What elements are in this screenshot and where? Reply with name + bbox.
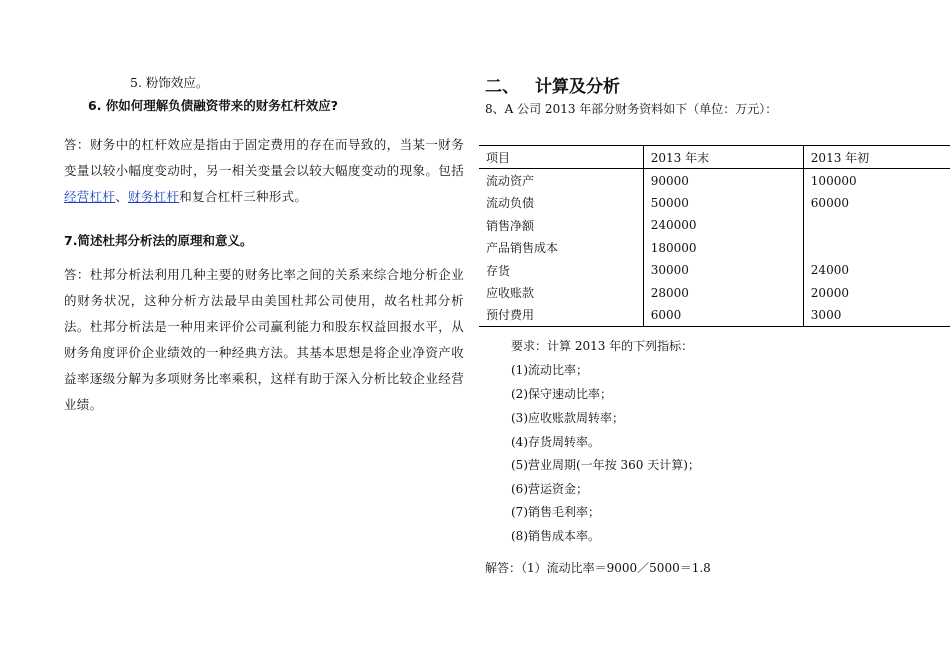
table-cell xyxy=(803,237,950,259)
table-cell: 24000 xyxy=(803,259,950,281)
table-cell: 50000 xyxy=(643,192,803,214)
answer-7-paragraph: 答：杜邦分析法利用几种主要的财务比率之间的关系来综合地分析企业的财务状况，这种分析方法最早由美国杜邦公司使用，故名杜邦分析法。杜邦分析法是一种用来评价公司赢利能力和股东权益回报水平，从财务角度评价企业绩效的一种经典方法。其基本思想是将企业净资产收益率逐级分解为多项财务比率乘积，这样有助于深入分析比较企业经营业绩。 xyxy=(64,267,464,412)
table-cell: 100000 xyxy=(803,169,950,192)
table-header-row xyxy=(479,146,950,169)
table-cell: 30000 xyxy=(643,259,803,281)
table-cell: 流动资产 xyxy=(479,169,643,192)
list-item: (3)应收账款周转率； xyxy=(511,411,624,425)
operating-leverage-link[interactable]: 经营杠杆 xyxy=(64,189,116,204)
list-item: (4)存货周转率。 xyxy=(511,435,600,449)
answer-6-text: 答：财务中的杠杆效应是指由于固定费用的存在而导致的，当某一财务变量以较小幅度变动时，另一相关变量会以较大幅度变动的现象。包括 xyxy=(64,137,464,178)
table-row xyxy=(479,281,950,303)
financial-data-table xyxy=(479,145,950,327)
question-6-heading: 6. 你如何理解负债融资带来的财务杠杆效应? xyxy=(88,98,339,113)
table-cell: 60000 xyxy=(803,192,950,214)
table-cell: 销售净额 xyxy=(479,214,643,236)
header-cell: 项目 xyxy=(479,146,643,169)
table-cell: 预付费用 xyxy=(479,304,643,327)
table-cell: 28000 xyxy=(643,281,803,303)
list-item: (5)营业周期(一年按 360 天计算)； xyxy=(511,458,700,472)
list-item: (8)销售成本率。 xyxy=(511,529,600,543)
header-cell: 2013 年初 xyxy=(803,146,950,169)
separator-text: 、 xyxy=(115,189,129,204)
section-number: 二、 xyxy=(485,77,519,97)
header-cell: 2013 年末 xyxy=(643,146,803,169)
list-item: (2)保守速动比率； xyxy=(511,387,612,401)
table-cell: 20000 xyxy=(803,281,950,303)
table-cell: 存货 xyxy=(479,259,643,281)
list-item-5: 5. 粉饰效应。 xyxy=(130,75,209,90)
table-cell: 3000 xyxy=(803,304,950,327)
table-row xyxy=(479,169,950,192)
table-cell: 应收账款 xyxy=(479,281,643,303)
list-item: (6)营运资金； xyxy=(511,482,588,496)
financial-leverage-link[interactable]: 财务杠杆 xyxy=(128,189,180,204)
table-row xyxy=(479,192,950,214)
table-cell: 90000 xyxy=(643,169,803,192)
section-title: 计算及分析 xyxy=(535,77,620,97)
table-cell: 6000 xyxy=(643,304,803,327)
question-7-heading: 7.简述杜邦分析法的原理和意义。 xyxy=(64,233,253,248)
list-item: (7)销售毛利率； xyxy=(511,505,600,519)
table-row xyxy=(479,237,950,259)
table-row xyxy=(479,304,950,327)
table-cell: 240000 xyxy=(643,214,803,236)
table-cell: 产品销售成本 xyxy=(479,237,643,259)
requirement-text: 要求：计算 2013 年的下列指标： xyxy=(511,339,694,353)
answer-line: 解答：（1）流动比率＝9000／5000＝1.8 xyxy=(485,561,711,575)
problem-intro: 8、A 公司 2013 年部分财务资料如下（单位：万元）： xyxy=(485,102,778,116)
table-cell xyxy=(803,214,950,236)
table-cell: 流动负债 xyxy=(479,192,643,214)
answer-6-paragraph xyxy=(64,132,464,210)
table-cell: 180000 xyxy=(643,237,803,259)
answer-6-suffix: 和复合杠杆三种形式。 xyxy=(179,189,308,204)
table-row xyxy=(479,259,950,281)
table-row xyxy=(479,214,950,236)
list-item: (1)流动比率； xyxy=(511,363,588,377)
